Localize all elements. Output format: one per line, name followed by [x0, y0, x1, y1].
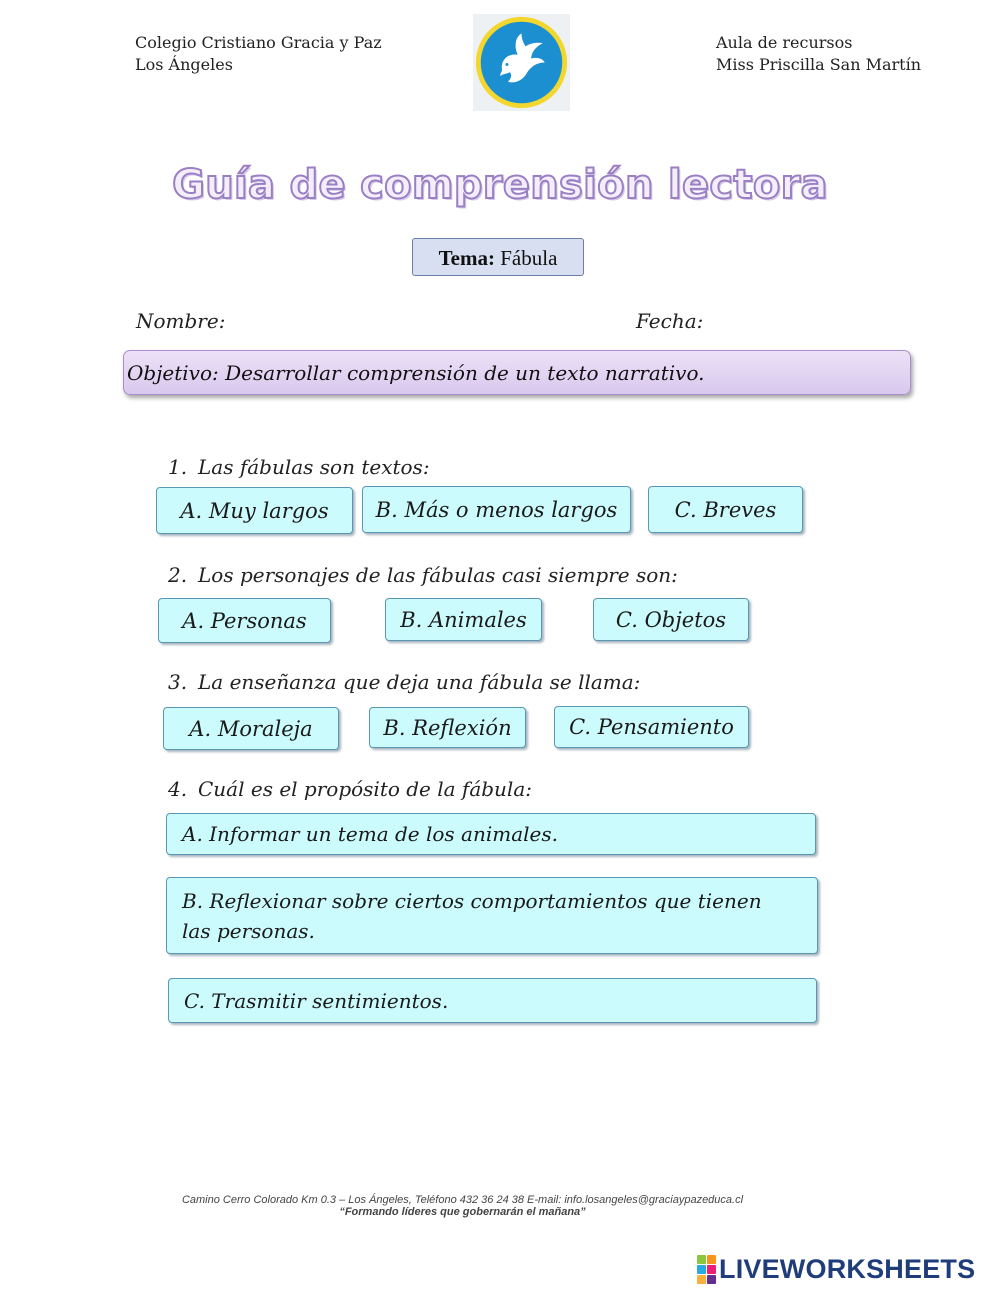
question-1-text: Las fábulas son textos: — [198, 455, 430, 479]
liveworksheets-brand — [697, 1253, 975, 1285]
q4-option-b[interactable]: B. Reflexionar sobre ciertos comportamientos que tienen las personas. — [166, 877, 818, 954]
footer-address: Camino Cerro Colorado Km 0.3 – Los Ángeles, Teléfono 432 36 24 38 E-mail: info.losangeles@graciaypazeduca.cl — [181, 1194, 744, 1206]
school-name: Colegio Cristiano Gracia y Paz — [135, 33, 382, 52]
teacher-name: Miss Priscilla San Martín — [716, 55, 921, 74]
topic-label: Tema: — [438, 246, 495, 270]
question-2-number: 2. — [168, 563, 188, 587]
q3-option-b[interactable]: B. Reflexión — [369, 707, 526, 748]
objective-banner: Objetivo: Desarrollar comprensión de un texto narrativo. — [123, 350, 911, 395]
question-3-text: La enseñanza que deja una fábula se llama: — [198, 670, 641, 694]
q4-option-c[interactable]: C. Trasmitir sentimientos. — [168, 978, 817, 1023]
footer-motto: “Formando líderes que gobernarán el mañana” — [339, 1206, 586, 1218]
department-name: Aula de recursos — [716, 33, 853, 52]
q1-option-c[interactable]: C. Breves — [648, 486, 803, 533]
q1-option-b[interactable]: B. Más o menos largos — [362, 486, 631, 533]
date-label: Fecha: — [636, 309, 704, 333]
question-2-text: Los personajes de las fábulas casi siempre son: — [198, 563, 678, 587]
question-1 — [168, 455, 430, 479]
q3-option-c[interactable]: C. Pensamiento — [554, 706, 749, 748]
liveworksheets-text: LIVEWORKSHEETS — [719, 1253, 976, 1284]
question-3-number: 3. — [168, 670, 188, 694]
q2-option-b[interactable]: B. Animales — [385, 598, 542, 641]
q3-option-a[interactable]: A. Moraleja — [163, 707, 339, 750]
question-4-text: Cuál es el propósito de la fábula: — [198, 777, 532, 801]
question-4-number: 4. — [168, 777, 188, 801]
dove-logo-icon — [473, 14, 570, 111]
q4-option-a[interactable]: A. Informar un tema de los animales. — [166, 813, 816, 855]
q2-option-c[interactable]: C. Objetos — [593, 598, 749, 641]
q2-option-a[interactable]: A. Personas — [158, 598, 331, 643]
footer — [0, 1194, 925, 1218]
name-label: Nombre: — [136, 309, 226, 333]
worksheet-title: Guía de comprensión lectora — [172, 162, 828, 208]
question-1-number: 1. — [168, 455, 188, 479]
school-city: Los Ángeles — [135, 55, 233, 74]
topic-value: Fábula — [500, 246, 558, 270]
question-4 — [168, 777, 532, 801]
question-3 — [168, 670, 640, 694]
topic-box — [412, 238, 584, 276]
liveworksheets-logo-icon — [697, 1255, 716, 1284]
question-2 — [168, 563, 678, 587]
q1-option-a[interactable]: A. Muy largos — [156, 487, 353, 534]
